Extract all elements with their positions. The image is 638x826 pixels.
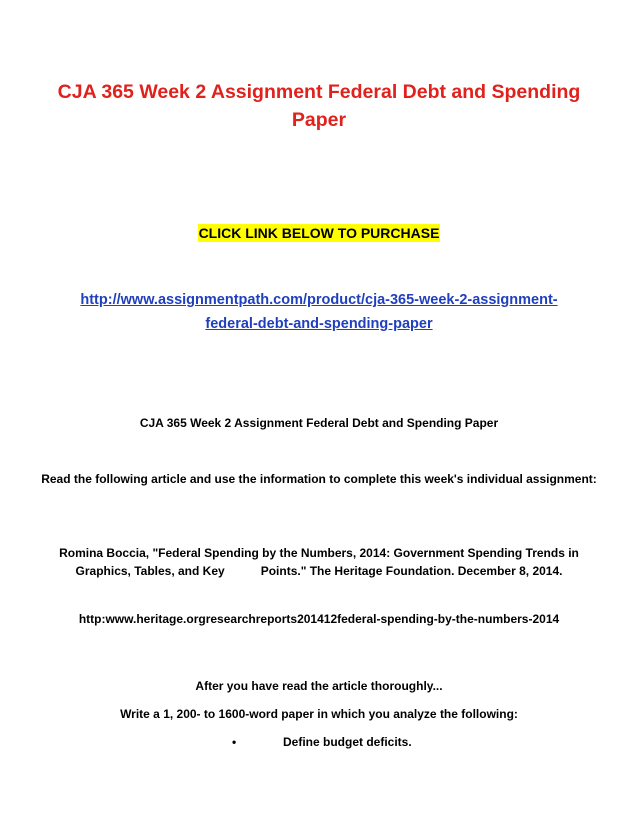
article-citation-part2: Points." The Heritage Foundation. December 8, 2014. bbox=[260, 564, 563, 578]
source-url: http:www.heritage.orgresearchreports201412federal-spending-by-the-numbers-2014 bbox=[78, 612, 560, 626]
after-reading-note: After you have read the article thoroughly... bbox=[195, 679, 443, 693]
purchase-callout bbox=[0, 224, 638, 243]
assignment-heading: CJA 365 Week 2 Assignment Federal Debt and Spending Paper bbox=[139, 416, 499, 430]
write-instruction: Write a 1, 200- to 1600-word paper in which you analyze the following: bbox=[120, 707, 518, 721]
list-item-text: Define budget deficits. bbox=[283, 735, 412, 749]
article-citation-part1: Romina Boccia, "Federal Spending by the Numbers, 2014: Government Spending Trends in Graphics, Tables, and Key bbox=[59, 546, 579, 578]
purchase-link[interactable]: http://www.assignmentpath.com/product/cja-365-week-2-assignment-federal-debt-and-spending-paper bbox=[80, 292, 558, 332]
article-citation bbox=[30, 544, 608, 580]
bullet-icon: • bbox=[232, 735, 237, 749]
document-title: CJA 365 Week 2 Assignment Federal Debt and Spending Paper bbox=[57, 81, 581, 131]
purchase-callout-text: CLICK LINK BELOW TO PURCHASE bbox=[198, 225, 440, 241]
reading-instruction: Read the following article and use the information to complete this week's individual assignment: bbox=[41, 472, 597, 486]
